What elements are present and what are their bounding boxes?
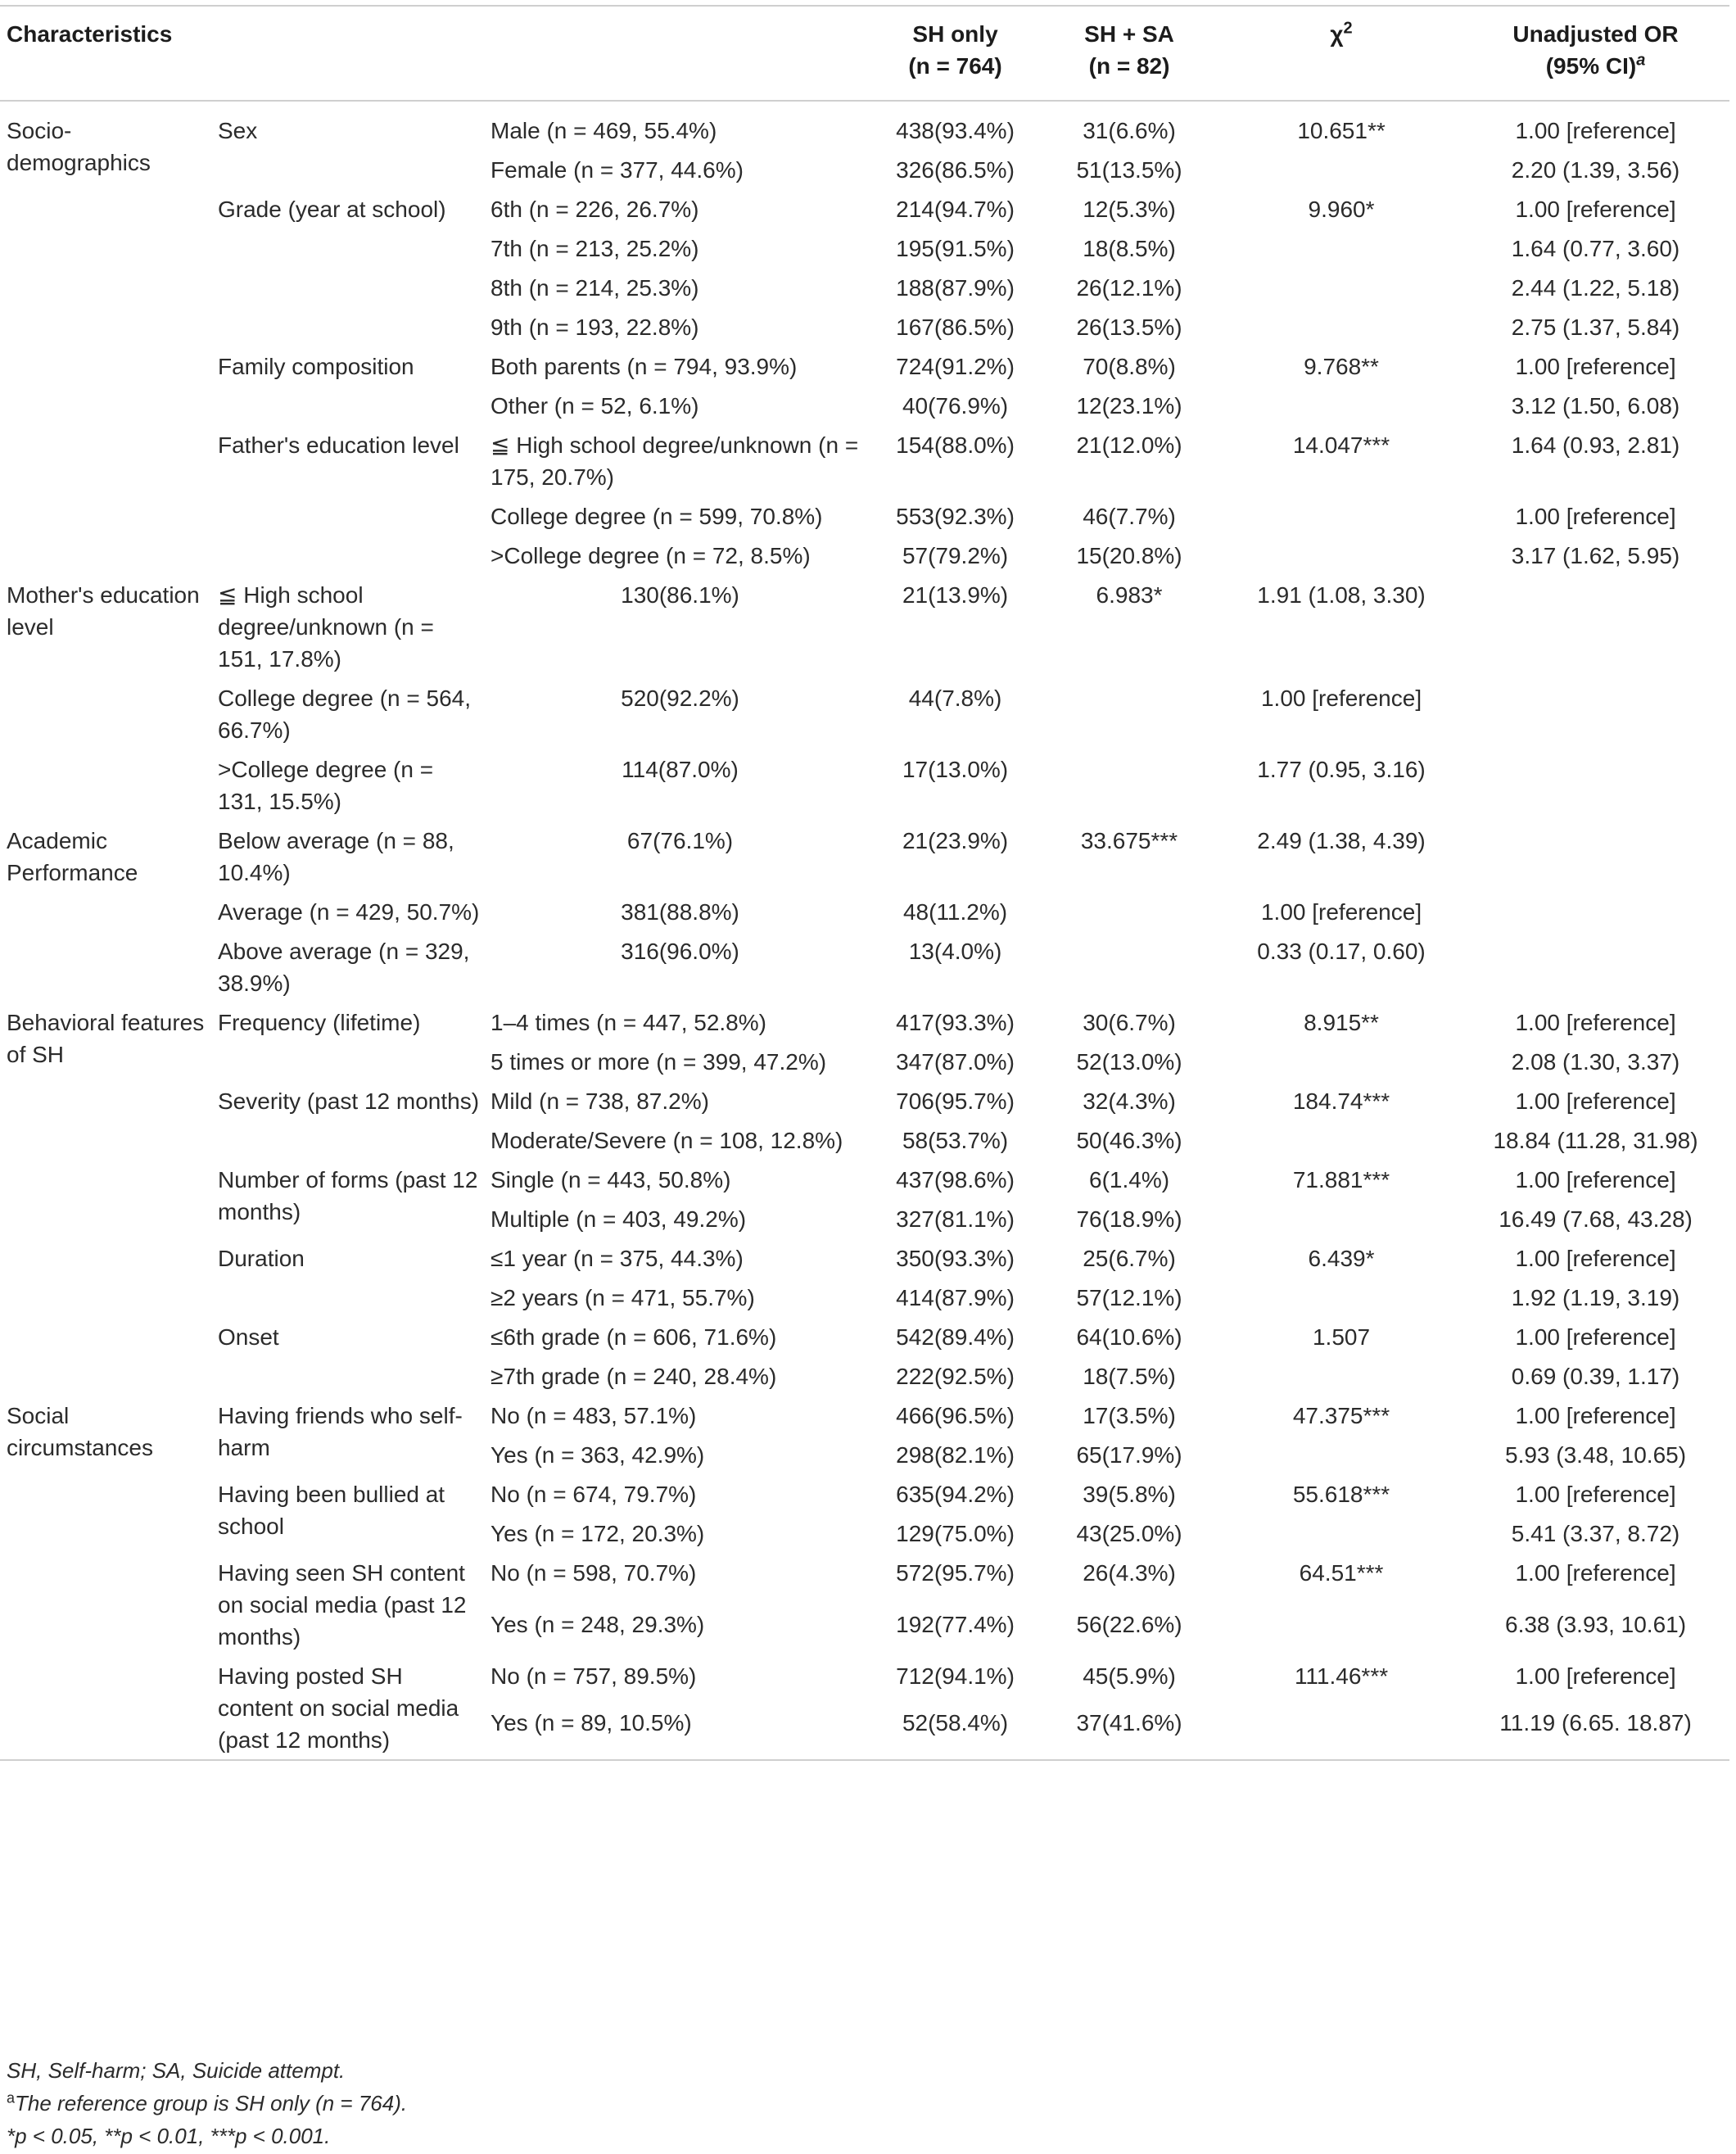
sh-sa-cell: 26(4.3%) xyxy=(1083,1560,1176,1586)
level-cell: Moderate/Severe (n = 108, 12.8%) xyxy=(491,1128,843,1153)
odds-ratio-cell: 1.00 [reference] xyxy=(1515,504,1676,529)
table-footnotes xyxy=(7,2054,407,2152)
variable-cell: Frequency (lifetime) xyxy=(218,1010,421,1035)
odds-ratio-cell: 11.19 (6.65. 18.87) xyxy=(1499,1709,1692,1735)
chi-square-cell: 55.618*** xyxy=(1292,1482,1390,1507)
sh-sa-cell: 39(5.8%) xyxy=(1083,1482,1176,1507)
level-cell: No (n = 674, 79.7%) xyxy=(491,1482,697,1507)
level-cell: Single (n = 443, 50.8%) xyxy=(491,1167,731,1192)
header-sh-sa-line1: SH + SA xyxy=(1084,21,1174,47)
odds-ratio-cell: 1.00 [reference] xyxy=(1515,1167,1676,1192)
sh-sa-cell: 43(25.0%) xyxy=(1076,1521,1182,1546)
level-cell: ≤6th grade (n = 606, 71.6%) xyxy=(491,1324,777,1350)
table-row xyxy=(0,1474,1729,1514)
level-cell: 8th (n = 214, 25.3%) xyxy=(491,275,699,301)
chi-square-cell xyxy=(1221,150,1458,189)
sh-only-cell: 466(96.5%) xyxy=(896,1403,1015,1428)
level-cell: 5 times or more (n = 399, 47.2%) xyxy=(491,1049,827,1075)
sh-sa-cell: 26(13.5%) xyxy=(1076,315,1182,340)
group-cell: Social circumstances xyxy=(7,1403,153,1460)
header-unadjusted-or xyxy=(1458,6,1729,101)
sh-only-cell: 414(87.9%) xyxy=(896,1285,1015,1310)
variable-cell: Onset xyxy=(218,1324,279,1350)
sh-only-cell: 706(95.7%) xyxy=(896,1088,1015,1114)
chi-square-cell xyxy=(1221,1278,1458,1317)
characteristics-table xyxy=(0,5,1729,1761)
variable-cell: Severity (past 12 months) xyxy=(218,1088,480,1114)
sh-sa-cell: 17(13.0%) xyxy=(902,757,1009,782)
sh-only-cell: 381(88.8%) xyxy=(621,899,739,925)
variable-cell: Duration xyxy=(218,1246,305,1271)
level-cell: Multiple (n = 403, 49.2%) xyxy=(491,1206,747,1232)
variable-cell: Having posted SH content on social media (past 12 months) xyxy=(218,1663,459,1753)
table-row xyxy=(0,1160,1729,1199)
odds-ratio-cell: 1.00 [reference] xyxy=(1515,354,1676,379)
odds-ratio-cell: 0.33 (0.17, 0.60) xyxy=(1257,939,1426,964)
chi-square-cell: 71.881*** xyxy=(1292,1167,1390,1192)
sh-only-cell: 712(94.1%) xyxy=(896,1663,1015,1689)
header-characteristics: Characteristics xyxy=(7,21,173,47)
odds-ratio-cell: 3.12 (1.50, 6.08) xyxy=(1511,393,1680,419)
sh-only-cell: 298(82.1%) xyxy=(896,1442,1015,1468)
odds-ratio-cell: 1.00 [reference] xyxy=(1515,1403,1676,1428)
footnote-pvalues: *p < 0.05, **p < 0.01, ***p < 0.001. xyxy=(7,2124,331,2148)
variable-cell: Having been bullied at school xyxy=(218,1482,445,1539)
sh-only-cell: 214(94.7%) xyxy=(896,197,1015,222)
sh-sa-cell: 13(4.0%) xyxy=(908,939,1002,964)
level-cell: Above average (n = 329, 38.9%) xyxy=(218,939,470,996)
header-sh-only-line1: SH only xyxy=(912,21,998,47)
odds-ratio-cell: 2.49 (1.38, 4.39) xyxy=(1257,828,1426,853)
table-row xyxy=(0,1396,1729,1435)
table-row xyxy=(0,1553,1729,1604)
level-cell: Yes (n = 248, 29.3%) xyxy=(491,1612,705,1637)
odds-ratio-cell: 1.00 [reference] xyxy=(1260,899,1422,925)
table-row xyxy=(0,1002,1729,1042)
chi-square-cell: 8.915** xyxy=(1304,1010,1379,1035)
sh-only-cell: 417(93.3%) xyxy=(896,1010,1015,1035)
level-cell: ≥2 years (n = 471, 55.7%) xyxy=(491,1285,755,1310)
sh-only-cell: 542(89.4%) xyxy=(896,1324,1015,1350)
header-or-line2: (95% CI) xyxy=(1545,53,1637,79)
sh-only-cell: 347(87.0%) xyxy=(896,1049,1015,1075)
sh-only-cell: 327(81.1%) xyxy=(896,1206,1015,1232)
sh-sa-cell: 17(3.5%) xyxy=(1083,1403,1176,1428)
odds-ratio-cell: 16.49 (7.68, 43.28) xyxy=(1499,1206,1693,1232)
odds-ratio-cell: 2.75 (1.37, 5.84) xyxy=(1511,315,1680,340)
table-row xyxy=(0,1656,1729,1703)
chi-square-cell: 111.46*** xyxy=(1294,1663,1389,1689)
odds-ratio-cell: 1.77 (0.95, 3.16) xyxy=(1257,757,1426,782)
level-cell: College degree (n = 599, 70.8%) xyxy=(491,504,823,529)
sh-sa-cell: 26(12.1%) xyxy=(1076,275,1182,301)
group-cell: Socio-demographics xyxy=(7,118,151,175)
chi-square-cell xyxy=(1034,931,1221,1002)
odds-ratio-cell: 5.41 (3.37, 8.72) xyxy=(1511,1521,1680,1546)
table-row xyxy=(0,678,1729,749)
sh-only-cell: 192(77.4%) xyxy=(896,1612,1015,1637)
odds-ratio-cell: 1.00 [reference] xyxy=(1515,197,1676,222)
table-body xyxy=(0,101,1729,1760)
chi-square-cell xyxy=(1221,1120,1458,1160)
level-cell: College degree (n = 564, 66.7%) xyxy=(218,686,471,743)
odds-ratio-cell: 1.00 [reference] xyxy=(1515,1088,1676,1114)
sh-sa-cell: 70(8.8%) xyxy=(1083,354,1176,379)
level-cell: ≦ High school degree/unknown (n = 151, 17.8%) xyxy=(218,582,434,672)
sh-sa-cell: 44(7.8%) xyxy=(908,686,1002,711)
variable-cell: Family composition xyxy=(218,354,414,379)
sh-sa-cell: 21(12.0%) xyxy=(1076,432,1182,458)
header-sh-only xyxy=(873,6,1034,101)
header-chi-symbol: χ xyxy=(1330,21,1344,47)
sh-sa-cell: 21(13.9%) xyxy=(902,582,1009,608)
odds-ratio-cell: 1.00 [reference] xyxy=(1515,118,1676,143)
sh-sa-cell: 45(5.9%) xyxy=(1083,1663,1176,1689)
table-row xyxy=(0,1238,1729,1278)
chi-square-cell: 10.651** xyxy=(1297,118,1386,143)
table-row xyxy=(0,892,1729,931)
chi-square-cell: 47.375*** xyxy=(1292,1403,1390,1428)
level-cell: Average (n = 429, 50.7%) xyxy=(218,899,480,925)
chi-square-cell xyxy=(1221,1356,1458,1396)
variable-cell: Sex xyxy=(218,118,258,143)
header-chi-square xyxy=(1221,6,1458,101)
header-chi-sup: 2 xyxy=(1343,19,1353,38)
sh-only-cell: 520(92.2%) xyxy=(621,686,739,711)
sh-only-cell: 40(76.9%) xyxy=(902,393,1009,419)
odds-ratio-cell: 6.38 (3.93, 10.61) xyxy=(1505,1612,1687,1637)
table-row xyxy=(0,101,1729,150)
level-cell: Yes (n = 363, 42.9%) xyxy=(491,1442,705,1468)
sh-sa-cell: 37(41.6%) xyxy=(1076,1709,1182,1735)
chi-square-cell xyxy=(1221,386,1458,425)
odds-ratio-cell: 1.00 [reference] xyxy=(1515,1663,1676,1689)
sh-sa-cell: 6(1.4%) xyxy=(1089,1167,1170,1192)
sh-sa-cell: 31(6.6%) xyxy=(1083,118,1176,143)
level-cell: 7th (n = 213, 25.2%) xyxy=(491,236,699,261)
sh-only-cell: 635(94.2%) xyxy=(896,1482,1015,1507)
chi-square-cell: 14.047*** xyxy=(1292,432,1390,458)
chi-square-cell xyxy=(1221,229,1458,268)
variable-cell: Mother's education level xyxy=(7,582,200,640)
level-cell: Female (n = 377, 44.6%) xyxy=(491,157,744,183)
level-cell: >College degree (n = 72, 8.5%) xyxy=(491,543,811,568)
table-row xyxy=(0,425,1729,496)
sh-only-cell: 553(92.3%) xyxy=(896,504,1015,529)
sh-only-cell: 326(86.5%) xyxy=(896,157,1015,183)
chi-square-cell xyxy=(1221,1199,1458,1238)
sh-only-cell: 350(93.3%) xyxy=(896,1246,1015,1271)
chi-square-cell xyxy=(1221,268,1458,307)
level-cell: ≤1 year (n = 375, 44.3%) xyxy=(491,1246,744,1271)
sh-sa-cell: 56(22.6%) xyxy=(1076,1612,1182,1637)
odds-ratio-cell: 1.00 [reference] xyxy=(1260,686,1422,711)
table-row xyxy=(0,749,1729,821)
sh-only-cell: 188(87.9%) xyxy=(896,275,1015,301)
sh-only-cell: 67(76.1%) xyxy=(626,828,734,853)
odds-ratio-cell: 2.20 (1.39, 3.56) xyxy=(1511,157,1680,183)
header-sh-only-line2: (n = 764) xyxy=(908,53,1002,79)
chi-square-cell xyxy=(1034,678,1221,749)
sh-sa-cell: 18(8.5%) xyxy=(1083,236,1176,261)
chi-square-cell: 33.675*** xyxy=(1080,828,1178,853)
level-cell: Yes (n = 172, 20.3%) xyxy=(491,1521,705,1546)
table-row xyxy=(0,931,1729,1002)
sh-sa-cell: 51(13.5%) xyxy=(1076,157,1182,183)
footnote-reference-text: The reference group is SH only (n = 764). xyxy=(15,2091,408,2116)
sh-sa-cell: 32(4.3%) xyxy=(1083,1088,1176,1114)
level-cell: ≥7th grade (n = 240, 28.4%) xyxy=(491,1364,777,1389)
chi-square-cell xyxy=(1034,749,1221,821)
table-row xyxy=(0,821,1729,892)
table-row xyxy=(0,575,1729,678)
sh-only-cell: 154(88.0%) xyxy=(896,432,1015,458)
table-header-row xyxy=(0,6,1729,101)
sh-only-cell: 222(92.5%) xyxy=(896,1364,1015,1389)
odds-ratio-cell: 1.92 (1.19, 3.19) xyxy=(1511,1285,1680,1310)
odds-ratio-cell: 18.84 (11.28, 31.98) xyxy=(1493,1128,1698,1153)
odds-ratio-cell: 0.69 (0.39, 1.17) xyxy=(1511,1364,1680,1389)
odds-ratio-cell: 5.93 (3.48, 10.65) xyxy=(1505,1442,1687,1468)
sh-sa-cell: 46(7.7%) xyxy=(1083,504,1176,529)
level-cell: 9th (n = 193, 22.8%) xyxy=(491,315,699,340)
sh-only-cell: 58(53.7%) xyxy=(902,1128,1009,1153)
odds-ratio-cell: 2.44 (1.22, 5.18) xyxy=(1511,275,1680,301)
variable-cell: Father's education level xyxy=(218,432,459,458)
header-or-line1: Unadjusted OR xyxy=(1512,21,1679,47)
level-cell: No (n = 757, 89.5%) xyxy=(491,1663,697,1689)
sh-sa-cell: 12(23.1%) xyxy=(1076,393,1182,419)
footnote-abbreviations: SH, Self-harm; SA, Suicide attempt. xyxy=(7,2058,346,2083)
sh-only-cell: 316(96.0%) xyxy=(621,939,739,964)
level-cell: Male (n = 469, 55.4%) xyxy=(491,118,717,143)
sh-only-cell: 437(98.6%) xyxy=(896,1167,1015,1192)
sh-only-cell: 438(93.4%) xyxy=(896,118,1015,143)
sh-sa-cell: 30(6.7%) xyxy=(1083,1010,1176,1035)
chi-square-cell: 1.507 xyxy=(1312,1324,1371,1350)
chi-square-cell: 6.439* xyxy=(1308,1246,1375,1271)
odds-ratio-cell: 3.17 (1.62, 5.95) xyxy=(1511,543,1680,568)
table-row xyxy=(0,346,1729,386)
sh-sa-cell: 57(12.1%) xyxy=(1076,1285,1182,1310)
variable-cell: Having seen SH content on social media (past 12 months) xyxy=(218,1560,467,1649)
odds-ratio-cell: 1.00 [reference] xyxy=(1515,1246,1676,1271)
level-cell: >College degree (n = 131, 15.5%) xyxy=(218,757,434,814)
footnote-reference xyxy=(7,2087,407,2120)
sh-sa-cell: 21(23.9%) xyxy=(902,828,1009,853)
odds-ratio-cell: 1.91 (1.08, 3.30) xyxy=(1257,582,1426,608)
table-row xyxy=(0,1317,1729,1356)
level-cell: Other (n = 52, 6.1%) xyxy=(491,393,699,419)
odds-ratio-cell: 1.00 [reference] xyxy=(1515,1482,1676,1507)
sh-only-cell: 52(58.4%) xyxy=(902,1709,1009,1735)
sh-sa-cell: 76(18.9%) xyxy=(1076,1206,1182,1232)
sh-only-cell: 724(91.2%) xyxy=(896,354,1015,379)
sh-sa-cell: 15(20.8%) xyxy=(1076,543,1182,568)
variable-cell: Grade (year at school) xyxy=(218,197,446,222)
level-cell: 1–4 times (n = 447, 52.8%) xyxy=(491,1010,766,1035)
level-cell: No (n = 598, 70.7%) xyxy=(491,1560,697,1586)
sh-only-cell: 130(86.1%) xyxy=(621,582,739,608)
odds-ratio-cell: 1.64 (0.93, 2.81) xyxy=(1511,432,1680,458)
sh-sa-cell: 64(10.6%) xyxy=(1076,1324,1182,1350)
sh-sa-cell: 65(17.9%) xyxy=(1076,1442,1182,1468)
sh-only-cell: 195(91.5%) xyxy=(896,236,1015,261)
chi-square-cell: 9.768** xyxy=(1304,354,1379,379)
chi-square-cell xyxy=(1221,1042,1458,1081)
chi-square-cell xyxy=(1221,536,1458,575)
group-cell: Behavioral features of SH xyxy=(7,1010,205,1067)
sh-only-cell: 57(79.2%) xyxy=(902,543,1009,568)
chi-square-cell xyxy=(1034,892,1221,931)
level-cell: Both parents (n = 794, 93.9%) xyxy=(491,354,798,379)
chi-square-cell: 6.983* xyxy=(1096,582,1163,608)
sh-only-cell: 167(86.5%) xyxy=(896,315,1015,340)
sh-sa-cell: 52(13.0%) xyxy=(1076,1049,1182,1075)
sh-sa-cell: 50(46.3%) xyxy=(1076,1128,1182,1153)
chi-square-cell: 184.74*** xyxy=(1292,1088,1390,1114)
chi-square-cell xyxy=(1221,1514,1458,1553)
odds-ratio-cell: 1.00 [reference] xyxy=(1515,1010,1676,1035)
sh-only-cell: 129(75.0%) xyxy=(896,1521,1015,1546)
sh-only-cell: 114(87.0%) xyxy=(622,757,739,782)
table-row xyxy=(0,189,1729,229)
sh-sa-cell: 25(6.7%) xyxy=(1083,1246,1176,1271)
footnote-reference-sup: a xyxy=(7,2089,16,2106)
odds-ratio-cell: 1.00 [reference] xyxy=(1515,1324,1676,1350)
level-cell: 6th (n = 226, 26.7%) xyxy=(491,197,699,222)
variable-cell: Number of forms (past 12 months) xyxy=(218,1167,478,1224)
level-cell: Yes (n = 89, 10.5%) xyxy=(491,1709,692,1735)
odds-ratio-cell: 1.00 [reference] xyxy=(1515,1560,1676,1586)
sh-only-cell: 572(95.7%) xyxy=(896,1560,1015,1586)
header-sh-sa-line2: (n = 82) xyxy=(1088,53,1170,79)
chi-square-cell xyxy=(1221,496,1458,536)
chi-square-cell: 64.51*** xyxy=(1299,1560,1384,1586)
sh-sa-cell: 48(11.2%) xyxy=(902,899,1008,925)
odds-ratio-cell: 1.64 (0.77, 3.60) xyxy=(1511,236,1680,261)
header-sh-sa xyxy=(1034,6,1221,101)
chi-square-cell xyxy=(1221,307,1458,346)
table-row xyxy=(0,1081,1729,1120)
level-cell: ≦ High school degree/unknown (n = 175, 20.7%) xyxy=(491,432,859,490)
chi-square-cell: 9.960* xyxy=(1308,197,1375,222)
sh-sa-cell: 12(5.3%) xyxy=(1083,197,1176,222)
header-or-sup: a xyxy=(1636,51,1646,70)
variable-cell: Academic Performance xyxy=(7,828,138,885)
chi-square-cell xyxy=(1221,1435,1458,1474)
chi-square-cell xyxy=(1221,1604,1458,1656)
sh-sa-cell: 18(7.5%) xyxy=(1083,1364,1176,1389)
level-cell: No (n = 483, 57.1%) xyxy=(491,1403,697,1428)
level-cell: Below average (n = 88, 10.4%) xyxy=(218,828,454,885)
variable-cell: Having friends who self-harm xyxy=(218,1403,463,1460)
level-cell: Mild (n = 738, 87.2%) xyxy=(491,1088,709,1114)
chi-square-cell xyxy=(1221,1703,1458,1760)
odds-ratio-cell: 2.08 (1.30, 3.37) xyxy=(1511,1049,1680,1075)
